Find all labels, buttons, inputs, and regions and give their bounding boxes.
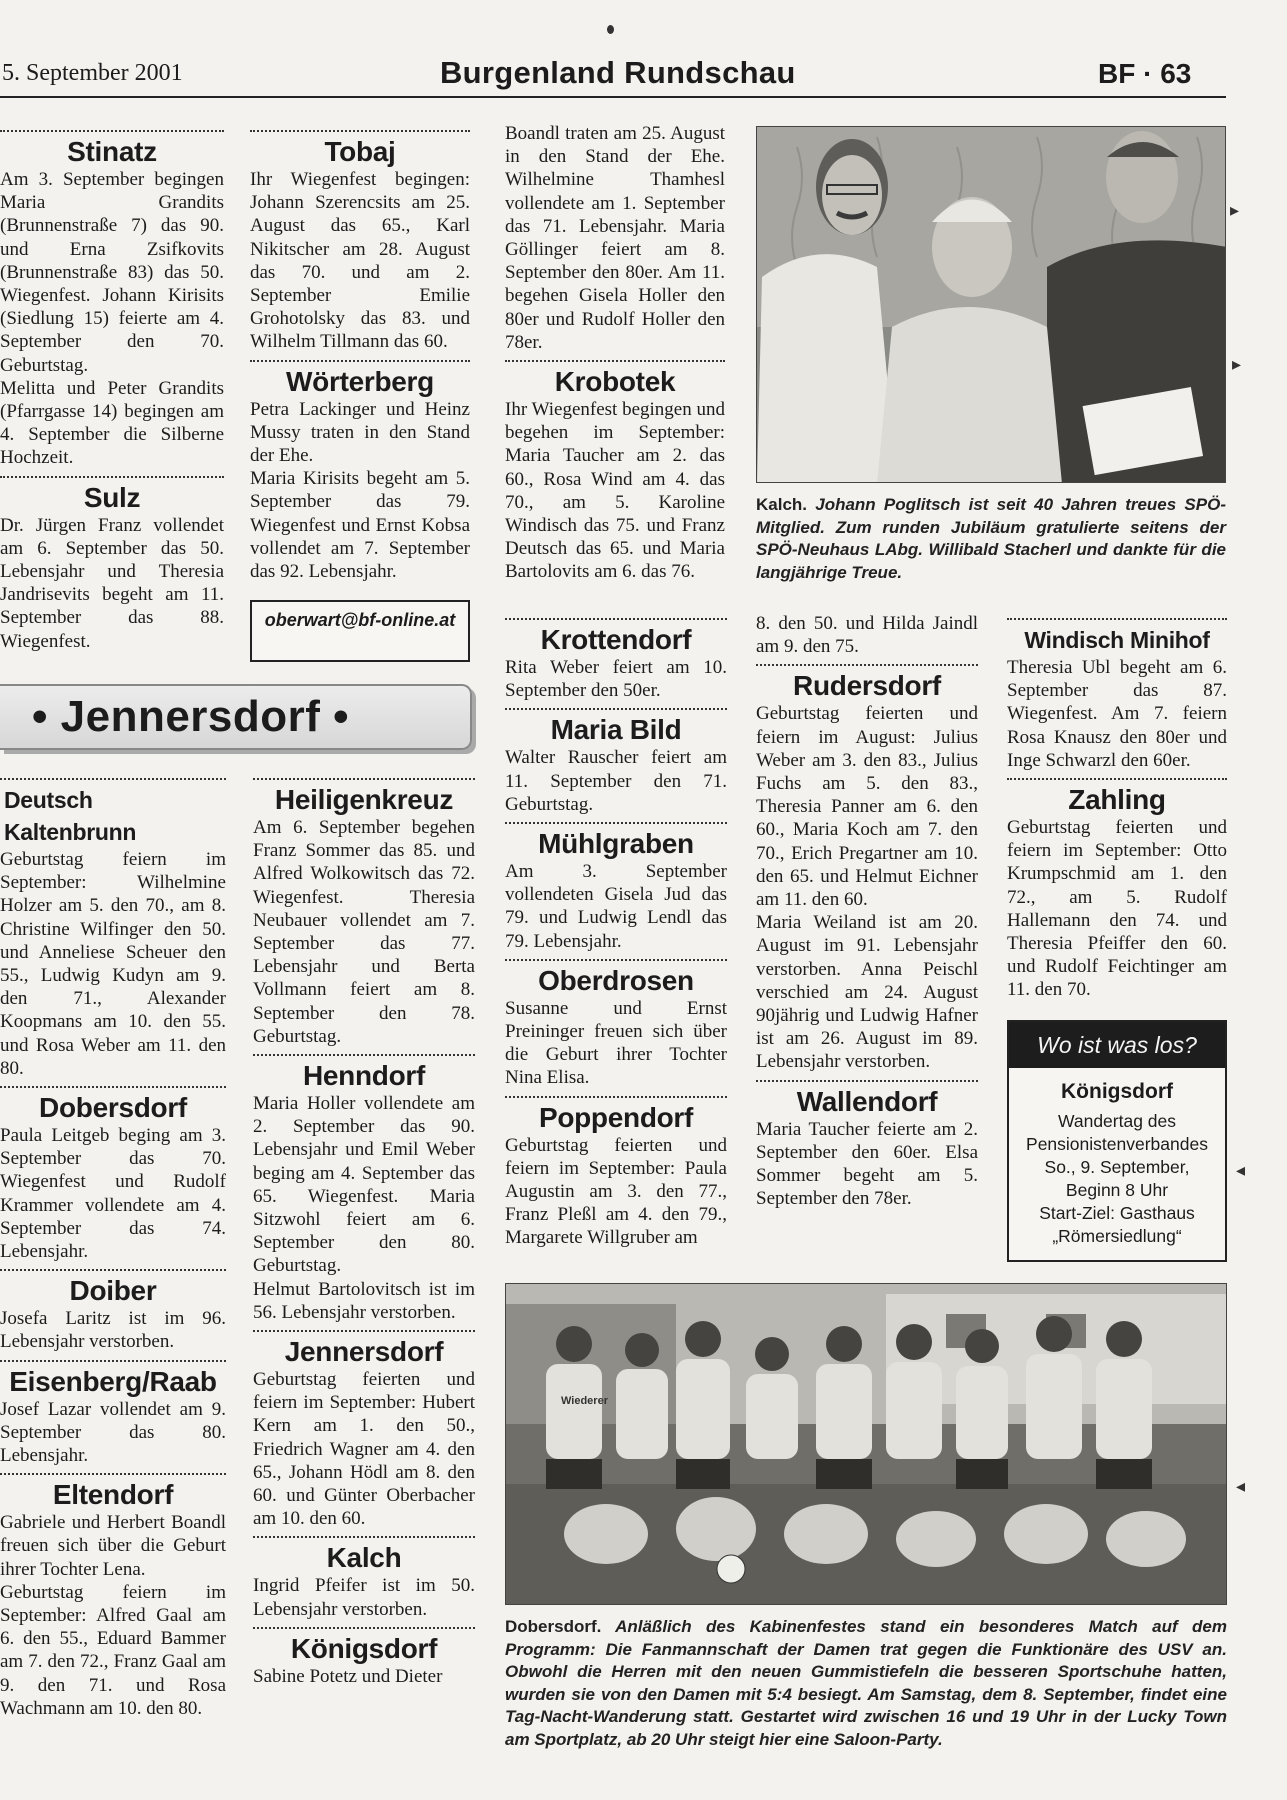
text-doiber: Josefa Laritz ist im 96. Lebensjahr verstorben.: [0, 1308, 226, 1353]
heading-heiligenkreuz: Heiligenkreuz: [274, 784, 454, 815]
heading-henndorf: Henndorf: [302, 1060, 426, 1092]
text-henndorf: Maria Holler vollendete am 2. September das 90. Lebensjahr und Emil Weber beging am 4. September das 65. Wiegenfest. Maria Sitzwohl feiert am 6. September den 80. Geburtstag.: [253, 1093, 475, 1277]
heading-woerterberg: Wörterberg: [286, 365, 434, 397]
scan-mark: ▸: [1232, 354, 1242, 375]
text-eisenberg: Josef Lazar vollendet am 9. September das 80. Lebensjahr.: [0, 1398, 226, 1467]
column-3-top: [505, 122, 725, 610]
jersey-text: Wiederer: [561, 1395, 608, 1407]
scan-mark: ◂: [1236, 1476, 1246, 1497]
scan-mark: ◂: [1236, 1160, 1246, 1181]
text-sulz: Dr. Jürgen Franz vollendet am 6. September das 50. Lebensjahr und Theresia Jandrisevits begeht am 11. September das 88. Wiegenfest.: [0, 514, 224, 652]
dotted-separator: [505, 1096, 727, 1098]
dotted-separator: [756, 1080, 978, 1082]
dotted-separator: [253, 1627, 475, 1629]
text-eltendorf: Gabriele und Herbert Boandl freuen sich über die Geburt ihrer Tochter Lena.: [0, 1512, 226, 1580]
heading-tobaj: Tobaj: [324, 136, 396, 167]
column-2-bottom: [253, 772, 475, 1782]
text-poppendorf: Geburtstag feierten und feiern im September: Paula Augustin am 3. den 77., Franz Pleßl am 4. den 79., Margarete Willgruber am: [505, 1134, 727, 1249]
heading-krottendorf: Krottendorf: [540, 624, 692, 655]
column-1-bottom: [0, 772, 226, 1782]
dotted-separator: [250, 360, 470, 362]
text-henndorf-2: Helmut Bartolovitsch ist im 56. Lebensjahr verstorben.: [253, 1278, 475, 1323]
photo-dobersdorf: [505, 1283, 1227, 1605]
caption-dobersdorf: [505, 1616, 1227, 1751]
events-line-1: Wandertag des Pensionistenverbandes: [1026, 1111, 1208, 1154]
dotted-separator: [1007, 618, 1227, 620]
column-3-bottom: [505, 612, 727, 1272]
section-title: Burgenland Rundschau: [440, 55, 796, 90]
dotted-separator: [0, 1360, 226, 1362]
text-wallendorf: Maria Taucher feierte am 2. September den 60er. Elsa Sommer begeht am 5. September den 78er.: [756, 1118, 978, 1210]
events-box: [1007, 1020, 1227, 1262]
text-muehlgraben: Am 3. September vollendeten Gisela Jud das 79. und Ludwig Lendl das 79. Lebensjahr.: [505, 861, 727, 952]
dotted-separator: [0, 1269, 226, 1271]
heading-muehlgraben: Mühlgraben: [538, 828, 694, 860]
heading-zahling: Zahling: [1068, 784, 1166, 816]
caption-dobersdorf-place: Dobersdorf.: [505, 1617, 602, 1636]
dotted-separator: [756, 664, 978, 666]
text-woerterberg: Petra Lackinger und Heinz Mussy traten in den Stand der Ehe.: [250, 398, 470, 467]
text-stinatz: Am 3. September begingen Maria Grandits (Brunnenstraße 7) das 90. und Erna Zsifkovits (Brunnenstraße 83) das 50. Wiegenfest. Johann Kirisits (Siedlung 15) feierte am 4. September den 70. Geburtstag.: [0, 169, 224, 376]
heading-doiber: Doiber: [69, 1275, 157, 1307]
photo-dobersdorf-image: [506, 1284, 1227, 1605]
column-1-top: [0, 124, 224, 664]
events-place: Königsdorf: [1061, 1080, 1173, 1103]
issue-date: 5. September 2001: [2, 60, 183, 86]
email-box[interactable]: oberwart@bf-online.at: [250, 600, 470, 662]
caption-kalch-text: Johann Poglitsch ist seit 40 Jahren treues SPÖ-Mitglied. Zum runden Jubiläum gratulierte seitens der SPÖ-Neuhaus LAbg. Willibald Stacherl und dankte für die langjährige Treue.: [756, 495, 1226, 582]
heading-poppendorf: Poppendorf: [538, 1101, 694, 1133]
heading-krobotek: Krobotek: [554, 366, 676, 398]
text-kalch: Ingrid Pfeifer ist im 50. Lebensjahr verstorben.: [253, 1575, 475, 1620]
heading-wallendorf: Wallendorf: [796, 1085, 938, 1117]
text-koenigsdorf: Sabine Potetz und Dieter: [253, 1665, 443, 1687]
text-maria-bild: Walter Rauscher feiert am 11. September den 71. Geburtstag.: [505, 747, 727, 815]
page-number: BF · 63: [1098, 58, 1192, 89]
text-rudersdorf-2: Maria Weiland ist am 20. August im 91. Lebensjahr verstorben. Anna Peischl verschied am 24. August 90jährig und Ludwig Hafner ist am 26. August im 89. Lebensjahr verstorben.: [756, 912, 978, 1073]
dotted-separator: [250, 130, 470, 132]
text-rudersdorf: Geburtstag feierten und feiern im August: Julius Weber am 3. den 83., Julius Fuchs am 5. den 83., Theresia Panner am 6. den 60., Maria Koch am 7. den 70., Erich Pregartner am 10. den 65. und Helmut Eichner am 11. den 60.: [756, 703, 978, 911]
dotted-separator: [505, 618, 727, 620]
heading-deutsch-kaltenbrunn: Deutsch Kaltenbrunn: [4, 787, 137, 845]
text-boandl-intro: Boandl traten am 25. August in den Stand der Ehe. Wilhelmine Thamhesl vollendete am 1. September das 71. Lebensjahr. Maria Göllinger feiert am 8. September den 80er. Am 11. begehen Gisela Holler den 80er und Rudolf Holler den 78er.: [505, 123, 725, 353]
dotted-separator: [0, 130, 224, 132]
text-krobotek: Ihr Wiegenfest begingen und begehen im September: Maria Taucher am 2. das 60., Rosa Wind am 4. das 70., am 5. Karoline Windisch das 75. und Franz Deutsch das 65. und Maria Bartolovits am 6. das 76.: [505, 399, 725, 583]
text-eltendorf-2: Geburtstag feiern im September: Alfred Gaal am 6. den 55., Eduard Bammer am 7. den 72., Franz Gaal am 9. den 71. und Rosa Wachmann am 10. den 80.: [0, 1581, 226, 1719]
text-krottendorf: Rita Weber feiert am 10. September den 50er.: [505, 657, 727, 702]
caption-kalch-place: Kalch.: [756, 495, 808, 514]
heading-koenigsdorf: Königsdorf: [290, 1632, 438, 1664]
text-windisch-minihof: Theresia Ubl begeht am 6. September das 87. Wiegenfest. Am 7. feiern Rosa Knausz den 80er und Inge Schwarzl den 60er.: [1007, 657, 1227, 771]
text-heiligenkreuz: Am 6. September begehen Franz Sommer das 85. und Alfred Wolkowitsch das 72. Wiegenfest. Theresia Neubauer vollendet am 7. September das 77. Lebensjahr und Berta Vollmann feiert am 8. September den 78. Geburtstag.: [253, 817, 475, 1047]
dotted-separator: [505, 708, 727, 710]
dotted-separator: [253, 778, 475, 780]
text-tobaj: Ihr Wiegenfest begingen: Johann Szerencsits am 25. August das 65., Karl Nikitscher am 28. August das 70. und am 2. September Emilie Grohotolsky das 83. und Wilhelm Tillmann das 60.: [250, 169, 470, 353]
heading-jennersdorf: Jennersdorf: [284, 1336, 444, 1368]
heading-rudersdorf: Rudersdorf: [793, 670, 941, 702]
photo-kalch-image: [757, 127, 1226, 483]
column-4-bottom: [756, 612, 978, 1272]
dotted-separator: [0, 778, 226, 780]
text-dobersdorf: Paula Leitgeb beging am 3. September das 70. Wiegenfest und Rudolf Krammer vollendete am 4. September das 74. Lebensjahr.: [0, 1125, 226, 1263]
dotted-separator: [505, 959, 727, 961]
text-jennersdorf: Geburtstag feierten und feiern im September: Hubert Kern am 1. den 50., Friedrich Wagner am 4. den 65., Johann Hödl am 8. den 60. und Günter Oberbacher am 10. den 60.: [253, 1369, 475, 1530]
text-deutsch-kaltenbrunn: Geburtstag feiern im September: Wilhelmine Holzer am 5. den 70., am 8. Christine Wilfinger den 50. und Anneliese Scheuer den 55., Ludwig Kudyn am 9. den 71., Alexander Koopmans am 10. den 55. und Rosa Weber am 11. den 80.: [0, 849, 226, 1079]
events-line-3: Start-Ziel: Gasthaus „Römersiedlung“: [1039, 1203, 1195, 1246]
events-box-title: Wo ist was los?: [1009, 1022, 1225, 1068]
heading-oberdrosen: Oberdrosen: [538, 964, 694, 996]
dotted-separator: [0, 476, 224, 478]
dotted-separator: [505, 360, 725, 362]
heading-windisch-minihof: Windisch Minihof: [1024, 627, 1210, 653]
text-zahling: Geburtstag feierten und feiern im September: Otto Krumpschmid am 1. den 72., am 5. Rudolf Hallemann den 74. und Theresia Pfeiffer den 60. und Rudolf Feichtinger am 11. den 70.: [1007, 817, 1227, 1001]
dotted-separator: [1007, 778, 1227, 780]
heading-maria-bild: Maria Bild: [550, 714, 682, 746]
events-line-2: So., 9. September, Beginn 8 Uhr: [1044, 1157, 1190, 1200]
heading-eltendorf: Eltendorf: [52, 1479, 174, 1511]
heading-sulz: Sulz: [83, 481, 141, 513]
heading-eisenberg: Eisenberg/Raab: [9, 1365, 217, 1397]
text-oberdrosen: Susanne und Ernst Preininger freuen sich über die Geburt ihrer Tochter Nina Elisa.: [505, 997, 727, 1089]
column-5-bottom: [1007, 612, 1227, 1012]
dotted-separator: [505, 822, 727, 824]
heading-dobersdorf: Dobersdorf: [39, 1092, 187, 1124]
dotted-separator: [253, 1054, 475, 1056]
text-stinatz-2: Melitta und Peter Grandits (Pfarrgasse 14) begingen am 4. September die Silberne Hochzeit.: [0, 377, 224, 469]
region-banner-jennersdorf: • Jennersdorf •: [0, 684, 472, 750]
caption-dobersdorf-text: Anläßlich des Kabinenfestes stand ein besonderes Match auf dem Programm: Die Fanmannschaft der Damen trat gegen die Funktionäre des USV an. Obwohl die Herren mit den neuen Gummistiefeln die besseren Sportschuhe hatten, wurden sie von den Damen mit 5:4 besiegt. Am Samstag, dem 8. September, findet eine Tag-Nacht-Wanderung statt. Gestartet wird zwischen 16 und 19 Uhr in der Lucky Town am Sportplatz, ab 20 Uhr steigt hier eine Saloon-Party.: [505, 1617, 1228, 1749]
heading-stinatz: Stinatz: [67, 136, 157, 167]
dotted-separator: [0, 1086, 226, 1088]
caption-kalch: [756, 494, 1226, 584]
dotted-separator: [253, 1536, 475, 1538]
ink-dot: [607, 25, 614, 34]
text-woerterberg-2: Maria Kirisits begeht am 5. September das 79. Wiegenfest und Ernst Kobsa vollendet am 7. September das 92. Lebensjahr.: [250, 468, 470, 583]
column-2-top: [250, 124, 470, 594]
dotted-separator: [253, 1330, 475, 1332]
scan-mark: ▸: [1230, 200, 1240, 221]
heading-kalch: Kalch: [326, 1542, 402, 1574]
dotted-separator: [0, 1473, 226, 1475]
text-poppendorf-continued: 8. den 50. und Hilda Jaindl am 9. den 75.: [756, 613, 978, 658]
photo-kalch: [756, 126, 1226, 483]
header-rule: [0, 96, 1226, 98]
